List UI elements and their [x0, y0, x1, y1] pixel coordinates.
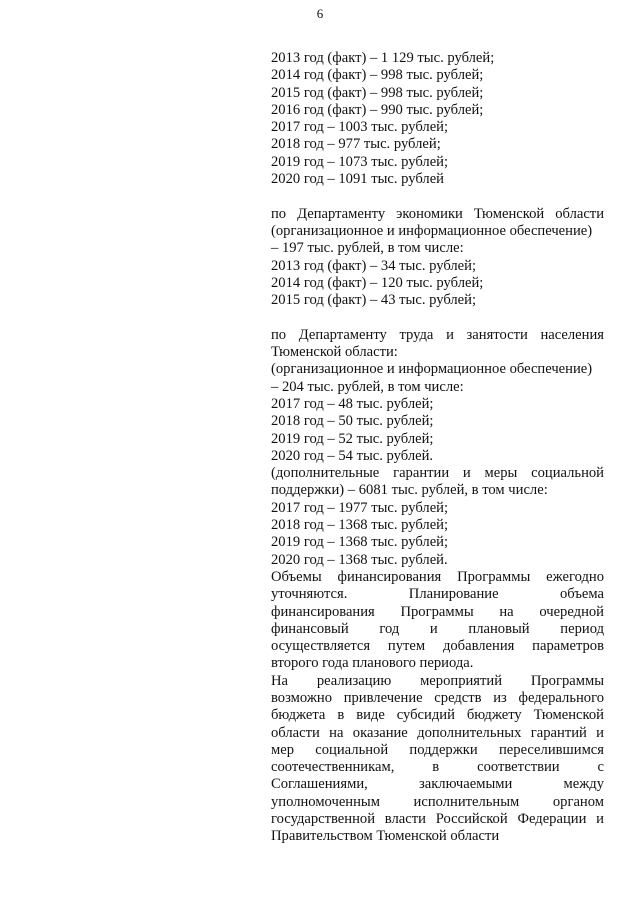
- section-3-labour-department: [271, 327, 604, 569]
- year-line: 2020 год – 1091 тыс. рублей: [271, 171, 444, 188]
- paragraph-line: финансовый год и плановый период: [271, 620, 604, 637]
- paragraph-line: осуществляется путем добавления параметров: [271, 638, 604, 655]
- year-line: 2013 год (факт) – 34 тыс. рублей;: [271, 257, 477, 274]
- page-number: 6: [316, 6, 324, 21]
- section-1-yearly-amounts: [271, 50, 604, 188]
- paragraph-line: финансирования Программы на очередной: [271, 603, 604, 620]
- subsection-heading: (дополнительные гарантии и меры социальной: [271, 465, 604, 482]
- year-line: 2017 год – 48 тыс. рублей;: [271, 395, 434, 412]
- paragraph-line: государственной власти Российской Федерации и: [271, 811, 604, 828]
- paragraph-financing-volumes: [271, 569, 604, 673]
- year-line: 2015 год (факт) – 43 тыс. рублей;: [271, 292, 477, 309]
- paragraph-line: уточняются. Планирование объема: [271, 586, 604, 603]
- section-subheading: (организационное и информационное обеспечение): [271, 222, 593, 239]
- paragraph-line: мер социальной поддержки переселившимся: [271, 741, 604, 758]
- paragraph-line: соотечественникам, в соответствии с: [271, 759, 604, 776]
- section-2-economics-department: [271, 206, 604, 310]
- document-body: [271, 50, 604, 846]
- section-heading-cont: Тюменской области:: [271, 344, 398, 361]
- year-line: 2018 год – 977 тыс. рублей;: [271, 136, 441, 153]
- paragraph-line: бюджета в виде субсидий бюджету Тюменской: [271, 707, 604, 724]
- subsection-total: поддержки) – 6081 тыс. рублей, в том числе:: [271, 482, 548, 499]
- paragraph-line: Правительством Тюменской области: [271, 828, 500, 845]
- year-line: 2019 год – 52 тыс. рублей;: [271, 430, 434, 447]
- paragraph-line: Соглашениями, заключаемыми между: [271, 776, 604, 793]
- spacer: [271, 188, 604, 205]
- year-line: 2017 год – 1977 тыс. рублей;: [271, 499, 449, 516]
- year-line: 2020 год – 54 тыс. рублей.: [271, 447, 434, 464]
- year-line: 2018 год – 1368 тыс. рублей;: [271, 517, 449, 534]
- year-line: 2015 год (факт) – 998 тыс. рублей;: [271, 84, 484, 101]
- section-total: – 197 тыс. рублей, в том числе:: [271, 240, 464, 257]
- paragraph-line: На реализацию мероприятий Программы: [271, 672, 604, 689]
- year-line: 2020 год – 1368 тыс. рублей.: [271, 551, 448, 568]
- spacer: [271, 309, 604, 326]
- year-line: 2017 год – 1003 тыс. рублей;: [271, 119, 449, 136]
- subsection-heading: (организационное и информационное обеспечение): [271, 361, 593, 378]
- paragraph-federal-funding: [271, 673, 604, 846]
- paragraph-line: области на оказание дополнительных гарантий и: [271, 724, 604, 741]
- year-line: 2019 год – 1073 тыс. рублей;: [271, 153, 449, 170]
- year-line: 2016 год (факт) – 990 тыс. рублей;: [271, 101, 484, 118]
- subsection-total: – 204 тыс. рублей, в том числе:: [271, 378, 464, 395]
- year-line: 2019 год – 1368 тыс. рублей;: [271, 534, 449, 551]
- paragraph-line: уполномоченным исполнительным органом: [271, 793, 604, 810]
- year-line: 2014 год (факт) – 120 тыс. рублей;: [271, 274, 484, 291]
- year-line: 2018 год – 50 тыс. рублей;: [271, 413, 434, 430]
- paragraph-line: второго года планового периода.: [271, 655, 474, 672]
- year-line: 2013 год (факт) – 1 129 тыс. рублей;: [271, 50, 495, 66]
- section-heading: по Департаменту труда и занятости населения: [271, 326, 604, 343]
- year-line: 2014 год (факт) – 998 тыс. рублей;: [271, 67, 484, 84]
- section-heading: по Департаменту экономики Тюменской области: [271, 205, 604, 222]
- paragraph-line: Объемы финансирования Программы ежегодно: [271, 568, 604, 585]
- paragraph-line: возможно привлечение средств из федерального: [271, 689, 604, 706]
